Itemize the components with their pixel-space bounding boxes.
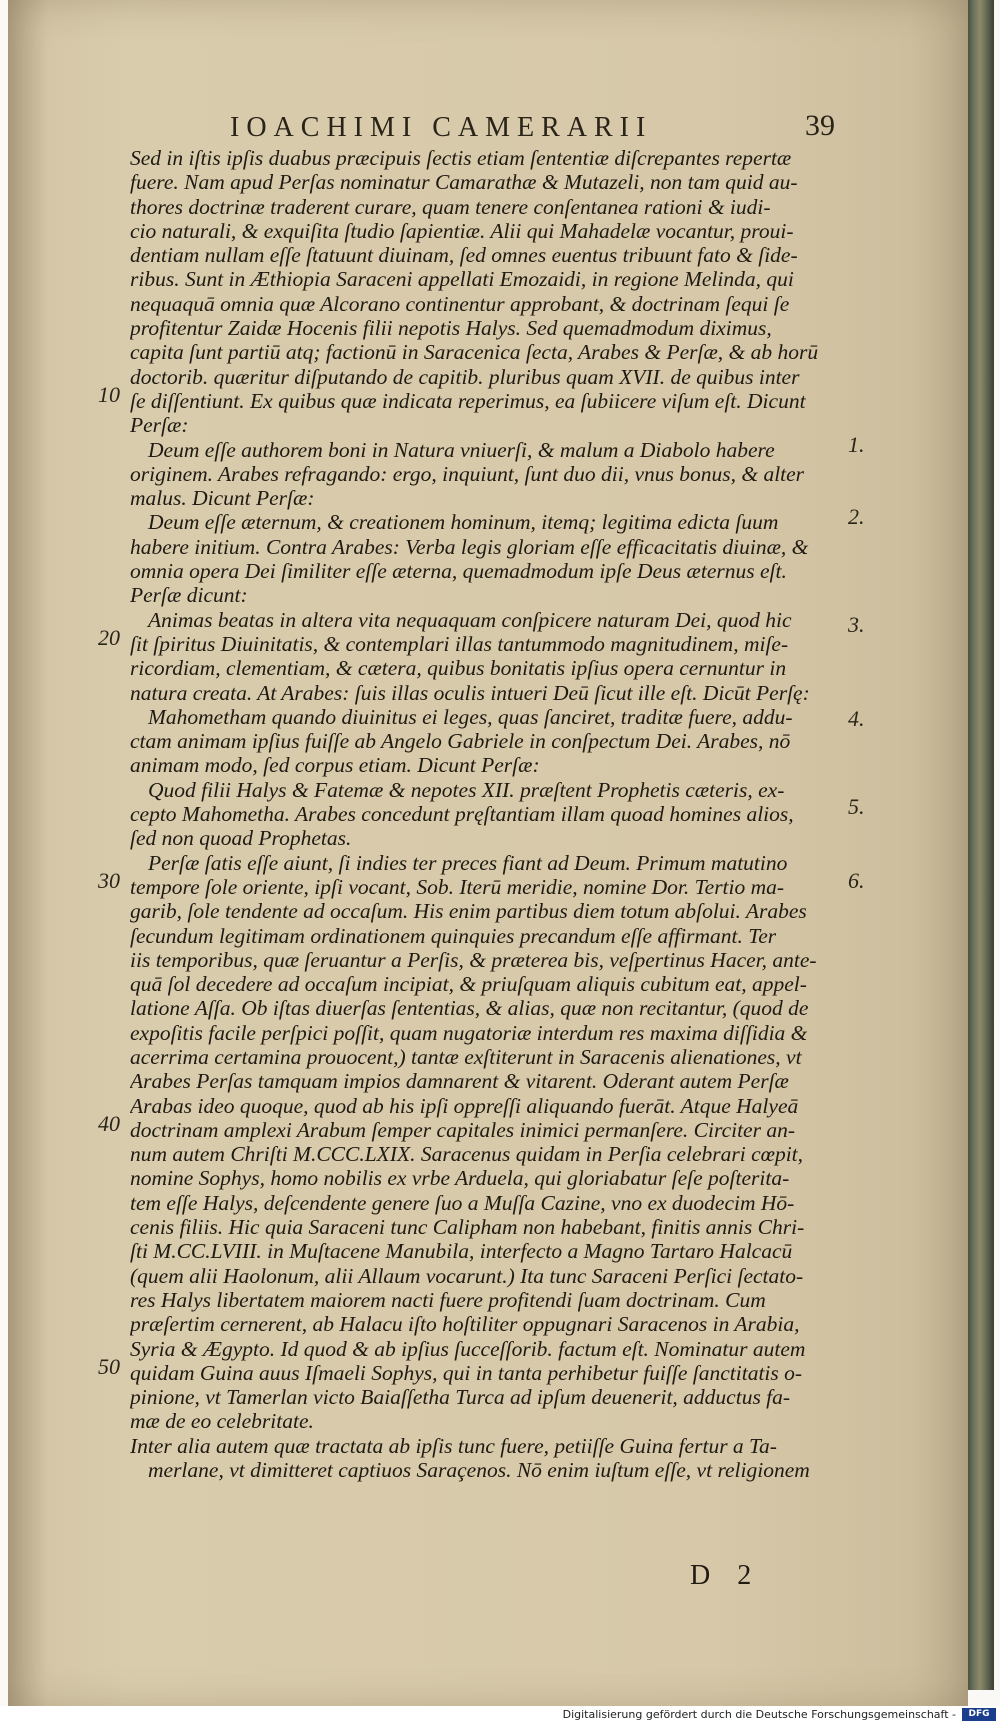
text-line: Quod filii Halys & Fatemæ & nepotes XII. præſtent Prophetis cæteris, ex- xyxy=(148,777,785,802)
text-line: animam modo, ſed corpus etiam. Dicunt Perſæ: xyxy=(130,753,540,778)
text-line: Syria & Ægypto. Id quod & ab ipſius ſucceſſorib. factum eſt. Nominatur autem xyxy=(130,1336,806,1361)
funding-note: Digitalisierung gefördert durch die Deutsche Forschungsgemeinschaft - xyxy=(562,1708,956,1721)
text-line: ſe diſſentiunt. Ex quibus quæ indicata reperimus, ea ſubiicere viſum eſt. Dicunt xyxy=(130,388,806,413)
text-line: Arabes Perſas tamquam impios damnarent & vitarent. Oderant autem Perſæ xyxy=(130,1069,789,1094)
text-line: profitentur Zaidæ Hocenis filii nepotis Halys. Sed quemadmodum diximus, xyxy=(130,316,772,341)
text-line: iis temporibus, quæ ſeruantur a Perſis, & præterea bis, veſpertinus Hacer, ante- xyxy=(130,947,817,972)
text-line: Sed in iſtis ipſis duabus præcipuis ſectis etiam ſententiæ diſcrepantes repertæ xyxy=(130,146,792,170)
text-line: doctorib. quæritur diſputando de capitib. pluribus quam XVII. de quibus inter xyxy=(130,364,800,389)
text-line: ribus. Sunt in Æthiopia Saraceni appellati Emozaidi, in regione Melinda, qui xyxy=(130,267,794,292)
text-line: tempore ſole oriente, ipſi vocant, Sob. Iterū meridie, nomine Dor. Tertio ma- xyxy=(130,874,785,899)
text-line: Deum eſſe æternum, & creationem hominum, itemq; legitima edicta ſuum xyxy=(148,510,779,535)
page-header xyxy=(230,109,950,146)
text-line: malus. Dicunt Perſæ: xyxy=(130,486,315,511)
text-line: doctrinam amplexi Arabum ſemper capitales inimici permanſere. Circiter an- xyxy=(130,1117,795,1142)
text-line: latione Aſſa. Ob iſtas diuerſas ſententias, & alias, quæ non recitantur, (quod de xyxy=(130,996,809,1021)
page-number: 39 xyxy=(805,109,835,142)
text-line: fuere. Nam apud Perſas nominatur Camarathæ & Mutazeli, non tam quid au- xyxy=(130,170,798,195)
text-line: Perſæ: xyxy=(130,413,189,438)
body-text xyxy=(130,146,842,1482)
text-line: Inter alia autem quæ tractata ab ipſis tunc fuere, petiiſſe Guina fertur a Ta- xyxy=(130,1433,777,1458)
text-line: capita ſunt partiū atq; factionū in Saracenica ſecta, Arabes & Perſæ, & ab horū xyxy=(130,340,819,365)
text-line: omnia opera Dei ſimiliter eſſe æterna, quemadmodum ipſe Deus æternus eſt. xyxy=(130,559,787,584)
text-line: Mahometham quando diuinitus ei leges, quas ſanciret, traditæ fuere, addu- xyxy=(148,704,793,729)
section-marker-5: 5. xyxy=(848,794,865,819)
text-line: Animas beatas in altera vita nequaquam conſpicere naturam Dei, quod hic xyxy=(148,607,792,632)
text-line: originem. Arabes refragando: ergo, inquiunt, ſunt duo dii, vnus bonus, & alter xyxy=(130,461,805,486)
section-marker-2: 2. xyxy=(848,504,865,529)
signature-mark: D 2 xyxy=(690,1560,762,1591)
text-line: Perſæ ſatis eſſe aiunt, ſi indies ter preces fiant ad Deum. Primum matutino xyxy=(148,850,788,875)
text-line: garib, ſole tendente ad occaſum. His enim partibus diem totum abſolui. Arabes xyxy=(130,899,807,924)
running-head: IOACHIMI CAMERARII xyxy=(230,112,653,143)
line-number-10: 10 xyxy=(98,382,120,407)
text-line: pinione, vt Tamerlan victo Baiaſſetha Turca ad ipſum deuenerit, adductus fa- xyxy=(130,1385,791,1410)
text-line: præſertim cernerent, ab Halacu iſto hoſtiliter oppugnari Saracenos in Arabia, xyxy=(130,1312,800,1337)
text-line: nomine Sophys, homo nobilis ex vrbe Arduela, qui gloriabatur ſeſe poſterita- xyxy=(130,1166,790,1191)
text-line: expoſitis facile perſpici poſſit, quam nugatoriæ interdum res maxima diſſidia & xyxy=(130,1020,808,1045)
text-line: quā ſol decedere ad occaſum incipiat, & priuſquam aliquis cubitum eat, appel- xyxy=(130,972,807,997)
text-line: cio naturali, & exquiſita ſtudio ſapientiæ. Alii qui Mahadelæ vocantur, proui- xyxy=(130,218,794,243)
text-line: tem eſſe Halys, deſcendente genere ſuo a Muſſa Cazine, vno ex duodecim Hō- xyxy=(130,1190,795,1215)
text-line: (quem alii Haolonum, alii Allaum vocarunt.) Ita tunc Saraceni Perſici ſectato- xyxy=(130,1263,804,1288)
text-line: cepto Mahometha. Arabes concedunt pręſtantiam illam quoad homines alios, xyxy=(130,802,794,827)
text-line: ſit ſpiritus Diuinitatis, & contemplari illas tantummodo magnitudinem, miſe- xyxy=(130,631,789,656)
text-line: merlane, vt dimitteret captiuos Saraçenos. Nō enim iuſtum eſſe, vt religionem xyxy=(148,1458,810,1483)
section-marker-3: 3. xyxy=(848,612,865,637)
text-line: dentiam nullam eſſe ſtatuunt diuinam, ſed omnes euentus tribuunt fato & ſide- xyxy=(130,243,798,268)
line-number-20: 20 xyxy=(98,625,120,650)
text-line: cenis filiis. Hic quia Saraceni tunc Calipham non habebant, finitis annis Chri- xyxy=(130,1215,805,1240)
text-line: ſti M.CC.LVIII. in Muſtacene Manubila, interfecto a Magno Tartaro Halcacū xyxy=(130,1239,793,1264)
line-number-50: 50 xyxy=(98,1354,120,1379)
dfg-logo: DFG xyxy=(962,1708,996,1721)
text-line: nequaquā omnia quæ Alcorano continentur approbant, & doctrinam ſequi ſe xyxy=(130,291,790,316)
text-line: habere initium. Contra Arabes: Verba legis gloriam eſſe efficacitatis diuinæ, & xyxy=(130,534,809,559)
section-marker-4: 4. xyxy=(848,706,865,731)
section-marker-1: 1. xyxy=(848,432,865,457)
book-edge xyxy=(968,0,994,1690)
text-line: ſed non quoad Prophetas. xyxy=(130,826,352,851)
text-line: ſecundum legitimam ordinationem quinquies precandum eſſe affirmant. Ter xyxy=(130,923,777,948)
text-line: num autem Chriſti M.CCC.LXIX. Saracenus quidam in Perſia celebrari cœpit, xyxy=(130,1142,804,1167)
text-line: Perſæ dicunt: xyxy=(130,583,248,608)
footer-bar xyxy=(0,1706,1000,1724)
text-line: mæ de eo celebritate. xyxy=(130,1409,314,1434)
text-line: acerrima certamina prouocent,) tantæ exſtiterunt in Saracenis alienationes, vt xyxy=(130,1044,802,1069)
text-line: quidam Guina auus Iſmaeli Sophys, qui in tanta perhibetur fuiſſe ſanctitatis o- xyxy=(130,1360,803,1385)
text-line: ctam animam ipſius fuiſſe ab Angelo Gabriele in conſpectum Dei. Arabes, nō xyxy=(130,729,791,754)
text-line: natura creata. At Arabes: ſuis illas oculis intueri Deū ſicut ille eſt. Dicūt Perſę: xyxy=(130,680,810,705)
text-line: thores doctrinæ traderent curare, quam tenere conſentanea rationi & iudi- xyxy=(130,194,771,219)
text-line: Deum eſſe authorem boni in Natura vniuerſi, & malum a Diabolo habere xyxy=(148,437,775,462)
text-line: res Halys libertatem maiorem nacti fuere profitendi ſuam doctrinam. Cum xyxy=(130,1287,766,1312)
text-line: ricordiam, clementiam, & cætera, quibus bonitatis ipſius opera cernuntur in xyxy=(130,656,787,681)
section-marker-6: 6. xyxy=(848,868,865,893)
text-line: Arabas ideo quoque, quod ab his ipſi oppreſſi aliquando fuerāt. Atque Halyeā xyxy=(130,1093,799,1118)
line-number-30: 30 xyxy=(98,868,120,893)
line-number-40: 40 xyxy=(98,1111,120,1136)
